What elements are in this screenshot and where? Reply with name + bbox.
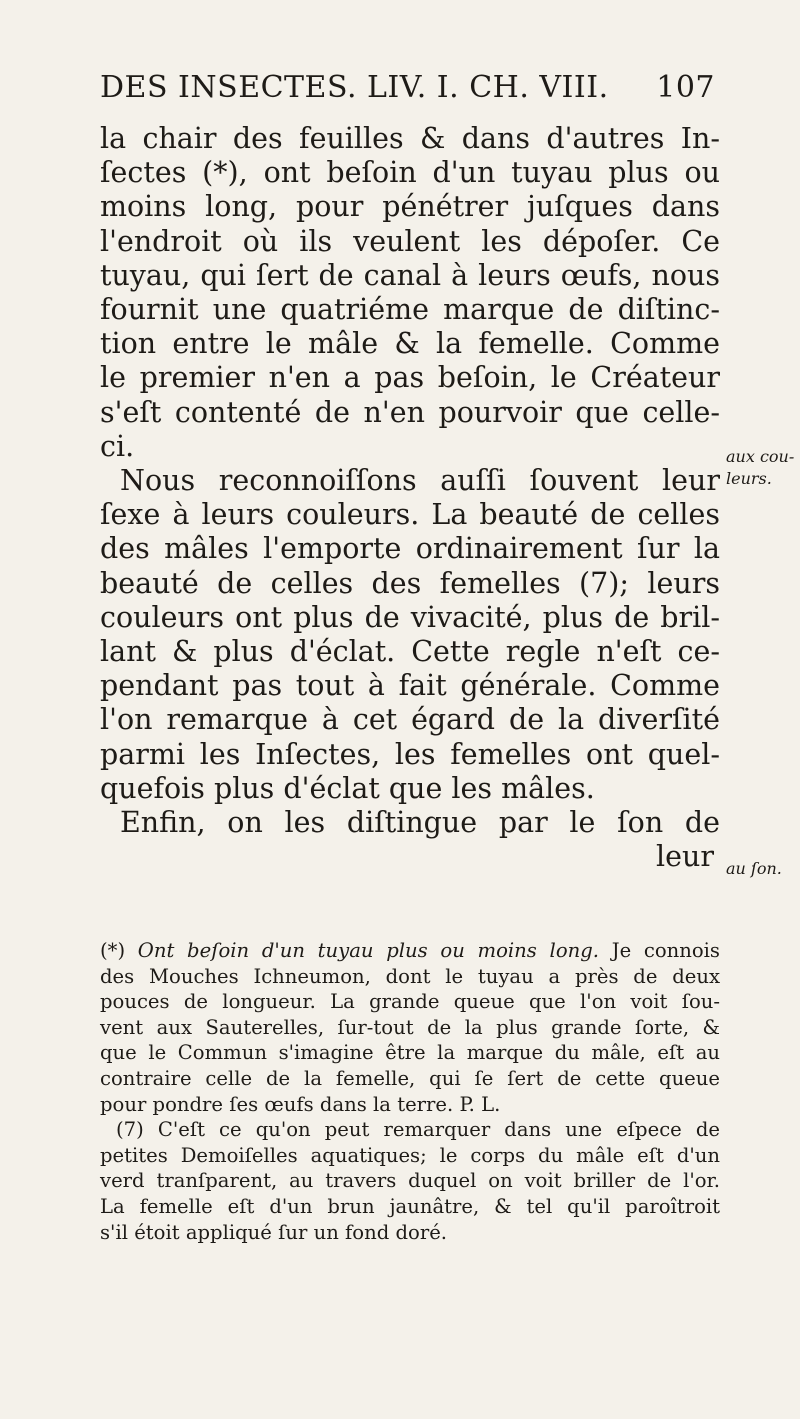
margin-note-couleurs bbox=[726, 446, 794, 490]
text-line: le premier n'en a pas beſoin, le Créateur bbox=[100, 361, 720, 395]
footnote-line: vent aux Sauterelles, ſur-tout de la plus grande ſorte, & bbox=[100, 1015, 720, 1039]
text-line: la chair des feuilles & dans d'autres In- bbox=[100, 122, 720, 155]
footnote-line: s'il étoit appliqué ſur un fond doré. bbox=[100, 1220, 448, 1244]
text-line: couleurs ont plus de vivacité, plus de bril- bbox=[100, 600, 720, 634]
footnote-line: pour pondre ſes œufs dans la terre. P. L. bbox=[100, 1092, 501, 1116]
footnote-line: (7) C'eſt ce qu'on peut remarquer dans une eſpece de bbox=[116, 1118, 720, 1142]
footnote-line: petites Demoiſelles aquatiques; le corps du mâle eſt d'un bbox=[100, 1143, 720, 1167]
text-line: tion entre le mâle & la femelle. Comme bbox=[100, 327, 720, 361]
margin-note-line: aux cou- bbox=[726, 447, 795, 466]
text-line: pendant pas tout à fait générale. Comme bbox=[100, 669, 720, 703]
text-line: s'eſt contenté de n'en pourvoir que celle- bbox=[100, 395, 720, 429]
text-line: ci. bbox=[100, 429, 135, 463]
margin-note-son bbox=[726, 858, 782, 880]
text-line: parmi les Inſectes, les femelles ont quel- bbox=[100, 737, 720, 771]
text-line: tuyau, qui ſert de canal à leurs œufs, nous bbox=[100, 258, 720, 292]
footnote-line bbox=[100, 938, 720, 964]
text-line: beauté de celles des femelles (7); leurs bbox=[100, 566, 720, 600]
text-line: Nous reconnoiſſons auſſi ſouvent leur bbox=[120, 464, 720, 498]
text-line: fournit une quatriéme marque de diſtinc- bbox=[100, 293, 720, 327]
running-title: DES INSECTES. LIV. I. CH. VIII. bbox=[100, 70, 609, 105]
page-number: 107 bbox=[656, 70, 715, 105]
margin-note-line: leurs. bbox=[726, 469, 772, 488]
text-line: l'on remarque à cet égard de la diverſité bbox=[100, 703, 720, 737]
footnote-line: contraire celle de la femelle, qui ſe ſert de cette queue bbox=[100, 1066, 720, 1090]
margin-note-line: au ſon. bbox=[726, 859, 782, 878]
footnote-line: pouces de longueur. La grande queue que l'on voit ſou- bbox=[100, 990, 720, 1014]
footnote-line: verd tranſparent, au travers duquel on voit briller de l'or. bbox=[100, 1169, 720, 1193]
text-line: quefois plus d'éclat que les mâles. bbox=[100, 771, 595, 805]
footnote-line: des Mouches Ichneumon, dont le tuyau a près de deux bbox=[100, 964, 720, 988]
text-line: Enfin, on les diſtingue par le ſon de bbox=[120, 806, 720, 840]
footnote-line: La femelle eſt d'un brun jaunâtre, & tel qu'il paroîtroit bbox=[100, 1194, 720, 1218]
main-text bbox=[100, 122, 720, 874]
footnote-line: que le Commun s'imagine être la marque du mâle, eſt au bbox=[100, 1041, 720, 1065]
running-header bbox=[100, 70, 715, 105]
text-line: ſectes (*), ont beſoin d'un tuyau plus ou bbox=[100, 156, 720, 190]
catchword: leur bbox=[656, 840, 714, 874]
footnotes bbox=[100, 938, 720, 1245]
text-line: lant & plus d'éclat. Cette regle n'eſt ce- bbox=[100, 635, 720, 669]
text-line: l'endroit où ils veulent les dépoſer. Ce bbox=[100, 224, 720, 258]
footnote-lemma: Ont beſoin d'un tuyau plus ou moins long. bbox=[137, 939, 600, 962]
text-line: ſexe à leurs couleurs. La beauté de celles bbox=[100, 498, 720, 532]
footnote-marker: (*) bbox=[100, 939, 138, 962]
footnote-text: Je connois bbox=[599, 939, 720, 962]
text-line: des mâles l'emporte ordinairement ſur la bbox=[100, 532, 720, 566]
text-line: moins long, pour pénétrer juſques dans bbox=[100, 190, 720, 224]
